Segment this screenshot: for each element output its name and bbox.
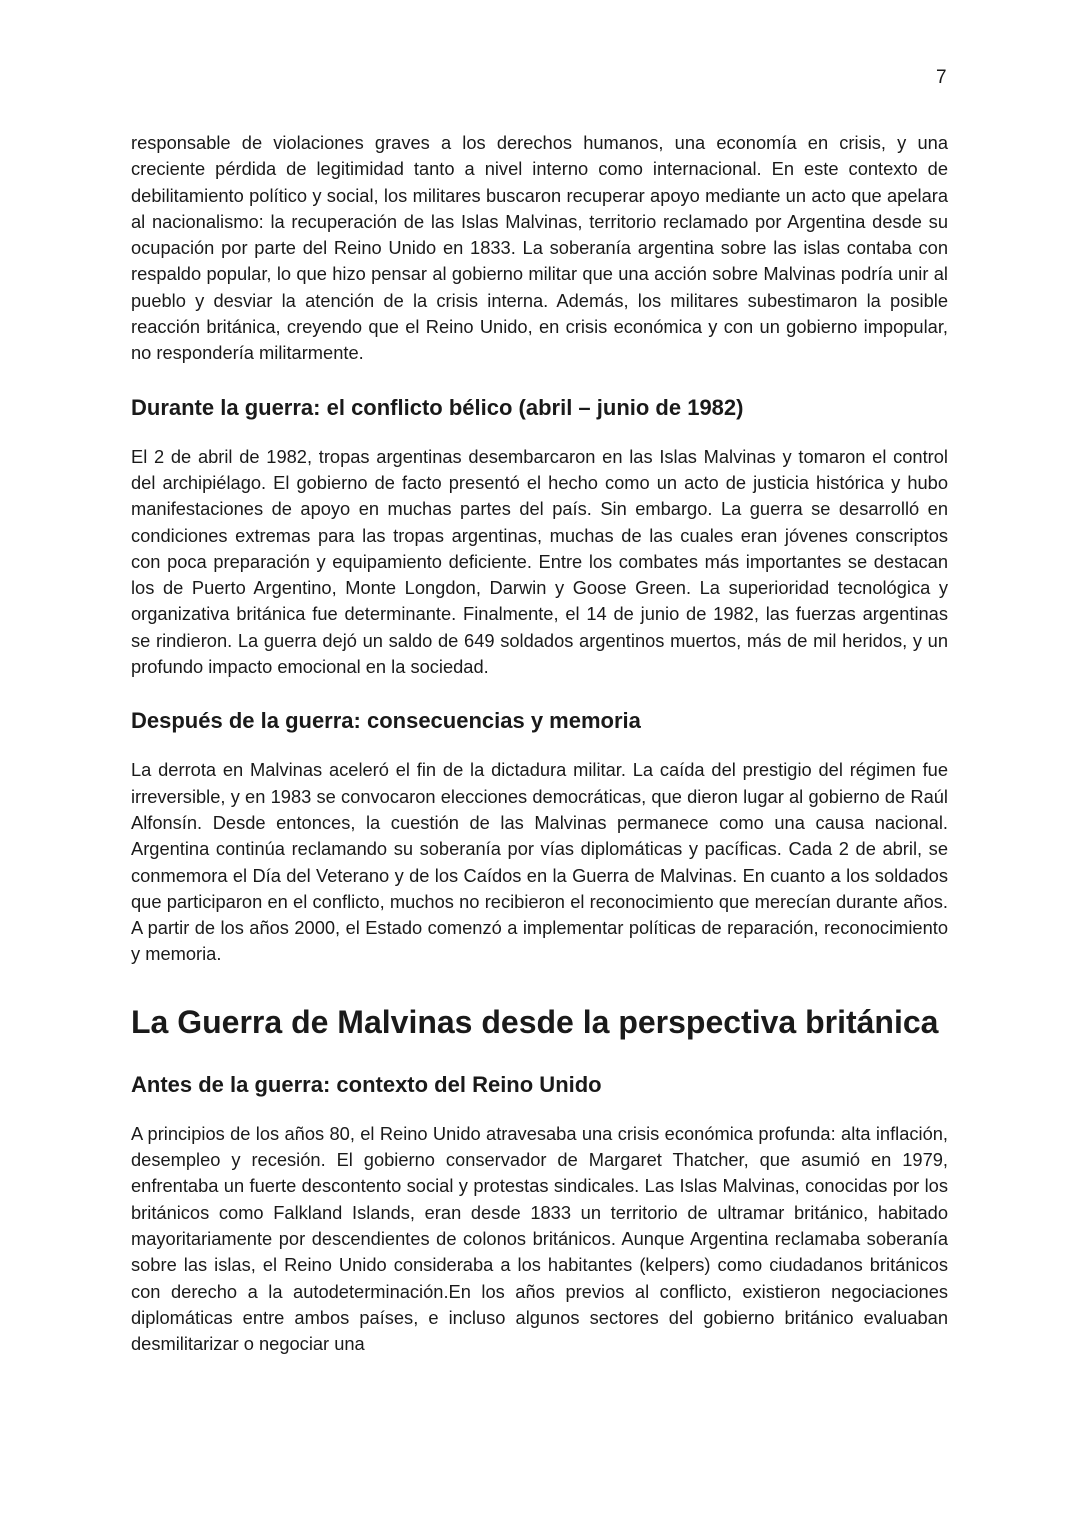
intro-paragraph: responsable de violaciones graves a los derechos humanos, una economía en crisis, y una creciente pérdida de legitimidad tanto a nivel interno como internacional. En este contexto de debilitamiento político y social, los militares buscaron recuperar apoyo mediante un acto que apelara al nacionalismo: la recuperación de las Islas Malvinas, territorio reclamado por Argentina desde su ocupación por parte del Reino Unido en 1833. La soberanía argentina sobre las islas contaba con respaldo popular, lo que hizo pensar al gobierno militar que una acción sobre Malvinas podría unir al pueblo y desviar la atención de la crisis interna. Además, los militares subestimaron la posible reacción británica, creyendo que el Reino Unido, en crisis económica y con un gobierno impopular, no respondería militarmente.	[131, 132, 948, 364]
during-war-heading: Durante la guerra: el conflicto bélico (abril – junio de 1982)	[131, 394, 744, 420]
document-body	[131, 130, 948, 1357]
british-perspective-title: La Guerra de Malvinas desde la perspectiva británica	[131, 1003, 939, 1040]
after-war-heading: Después de la guerra: consecuencias y memoria	[131, 708, 641, 734]
before-war-uk-heading: Antes de la guerra: contexto del Reino Unido	[131, 1071, 602, 1097]
before-war-uk-paragraph: A principios de los años 80, el Reino Unido atravesaba una crisis económica profunda: alta inflación, desempleo y recesión. El gobierno conservador de Margaret Thatcher, que asumió en 1979, enfrentaba un fuerte descontento social y protestas sindicales. Las Islas Malvinas, conocidas por los británicos como Falkland Islands, eran desde 1833 un territorio de ultramar británico, habitado mayoritariamente por descendientes de colonos británicos. Aunque Argentina reclamaba soberanía sobre las islas, el Reino Unido consideraba a los habitantes (kelpers) como ciudadanos británicos con derecho a la autodeterminación.En los años previos al conflicto, existieron negociaciones diplomáticas entre ambos países, e incluso algunos sectores del gobierno británico evaluaban desmilitarizar o negociar una	[131, 1122, 948, 1355]
page-number: 7	[936, 67, 947, 88]
during-war-paragraph: El 2 de abril de 1982, tropas argentinas desembarcaron en las Islas Malvinas y tomaron el control del archipiélago. El gobierno de facto presentó el hecho como un acto de justicia histórica y hubo manifestaciones de apoyo en muchas partes del país. Sin embargo. La guerra se desarrolló en condiciones extremas para las tropas argentinas, muchas de las cuales eran jóvenes conscriptos con poca preparación y equipamiento deficiente. Entre los combates más importantes se destacan los de Puerto Argentino, Monte Longdon, Darwin y Goose Green. La superioridad tecnológica y organizativa británica fue determinante. Finalmente, el 14 de junio de 1982, las fuerzas argentinas se rindieron. La guerra dejó un saldo de 649 soldados argentinos muertos, más de mil heridos, y un profundo impacto emocional en la sociedad.	[131, 445, 948, 678]
after-war-paragraph: La derrota en Malvinas aceleró el fin de la dictadura militar. La caída del prestigio del régimen fue irreversible, y en 1983 se convocaron elecciones democráticas, que dieron lugar al gobierno de Raúl Alfonsín. Desde entonces, la cuestión de las Malvinas permanece como una causa nacional. Argentina continúa reclamando su soberanía por vías diplomáticas y pacíficas. Cada 2 de abril, se conmemora el Día del Veterano y de los Caídos en la Guerra de Malvinas. En cuanto a los soldados que participaron en el conflicto, muchos no recibieron el reconocimiento que merecían durante años. A partir de los años 2000, el Estado comenzó a implementar políticas de reparación, reconocimiento y memoria.	[131, 759, 948, 965]
